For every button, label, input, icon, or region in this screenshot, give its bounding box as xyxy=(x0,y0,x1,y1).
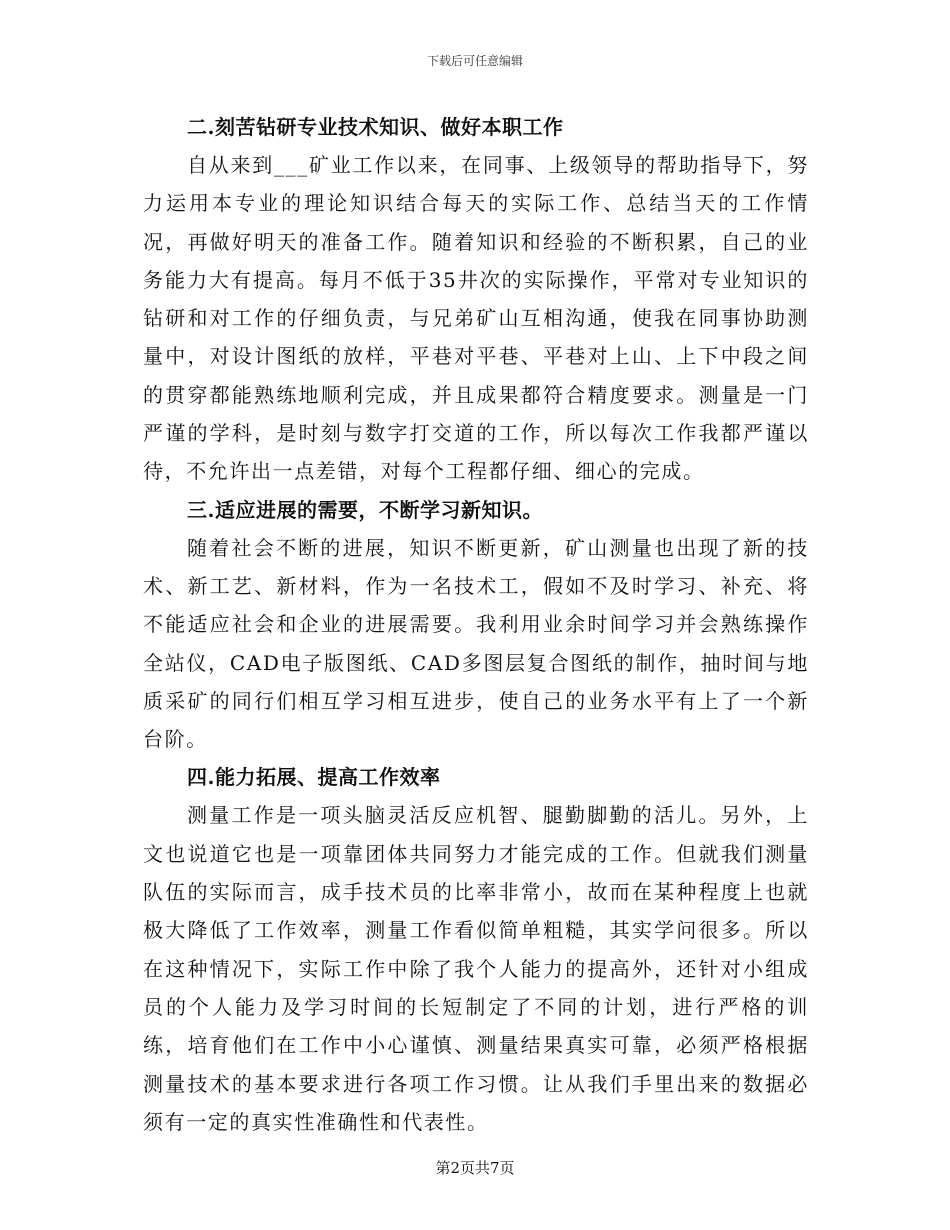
section-2 xyxy=(143,108,809,491)
download-note: 下载后可任意编辑 xyxy=(426,54,523,68)
section-paragraph: 随着社会不断的进展，知识不断更新，矿山测量也出现了新的技术、新工艺、新材料，作为一名技术工，假如不及时学习、补充、将不能适应社会和企业的进展需要。我利用业余时间学习并会熟练操作全站仪，CAD电子版图纸、CAD多图层复合图纸的制作，抽时间与地质采矿的同行们相互学习相互进步，使自己的业务水平有上了一个新台阶。 xyxy=(143,535,809,752)
section-heading: 二.刻苦钻研专业技术知识、做好本职工作 xyxy=(187,115,564,139)
section-3 xyxy=(143,491,809,759)
section-heading: 三.适应进展的需要，不断学习新知识。 xyxy=(187,497,543,522)
section-paragraph: 测量工作是一项头脑灵活反应机智、腿勤脚勤的活儿。另外，上文也说道它也是一项靠团体共同努力才能完成的工作。但就我们测量队伍的实际而言，成手技术员的比率非常小，故而在某种程度上也就极大降低了工作效率，测量工作看似简单粗糙，其实学问很多。所以在这种情况下，实际工作中除了我个人能力的提高外，还针对小组成员的个人能力及学习时间的长短制定了不同的计划，进行严格的训练，培育他们在工作中小心谨慎、测量结果真实可靠，必须严格根据测量技术的基本要求进行各项工作习惯。让从我们手里出来的数据必须有一定的真实性准确性和代表性。 xyxy=(143,803,809,1134)
page-number: 第2页共7页 xyxy=(435,1159,515,1177)
section-heading: 四.能力拓展、提高工作效率 xyxy=(187,765,441,790)
document-body xyxy=(143,108,809,1141)
section-4 xyxy=(143,758,809,1141)
section-paragraph: 自从来到___矿业工作以来，在同事、上级领导的帮助指导下，努力运用本专业的理论知识结合每天的实际工作、总结当天的工作情况，再做好明天的准备工作。随着知识和经验的不断积累，自己的业务能力大有提高。每月不低于35井次的实际操作，平常对专业知识的钻研和对工作的仔细负责，与兄弟矿山互相沟通，使我在同事协助测量中，对设计图纸的放样，平巷对平巷、平巷对上山、上下中段之间的贯穿都能熟练地顺利完成，并且成果都符合精度要求。测量是一门严谨的学科，是时刻与数字打交道的工作，所以每次工作我都严谨以待，不允许出一点差错，对每个工程都仔细、细心的完成。 xyxy=(143,153,809,484)
